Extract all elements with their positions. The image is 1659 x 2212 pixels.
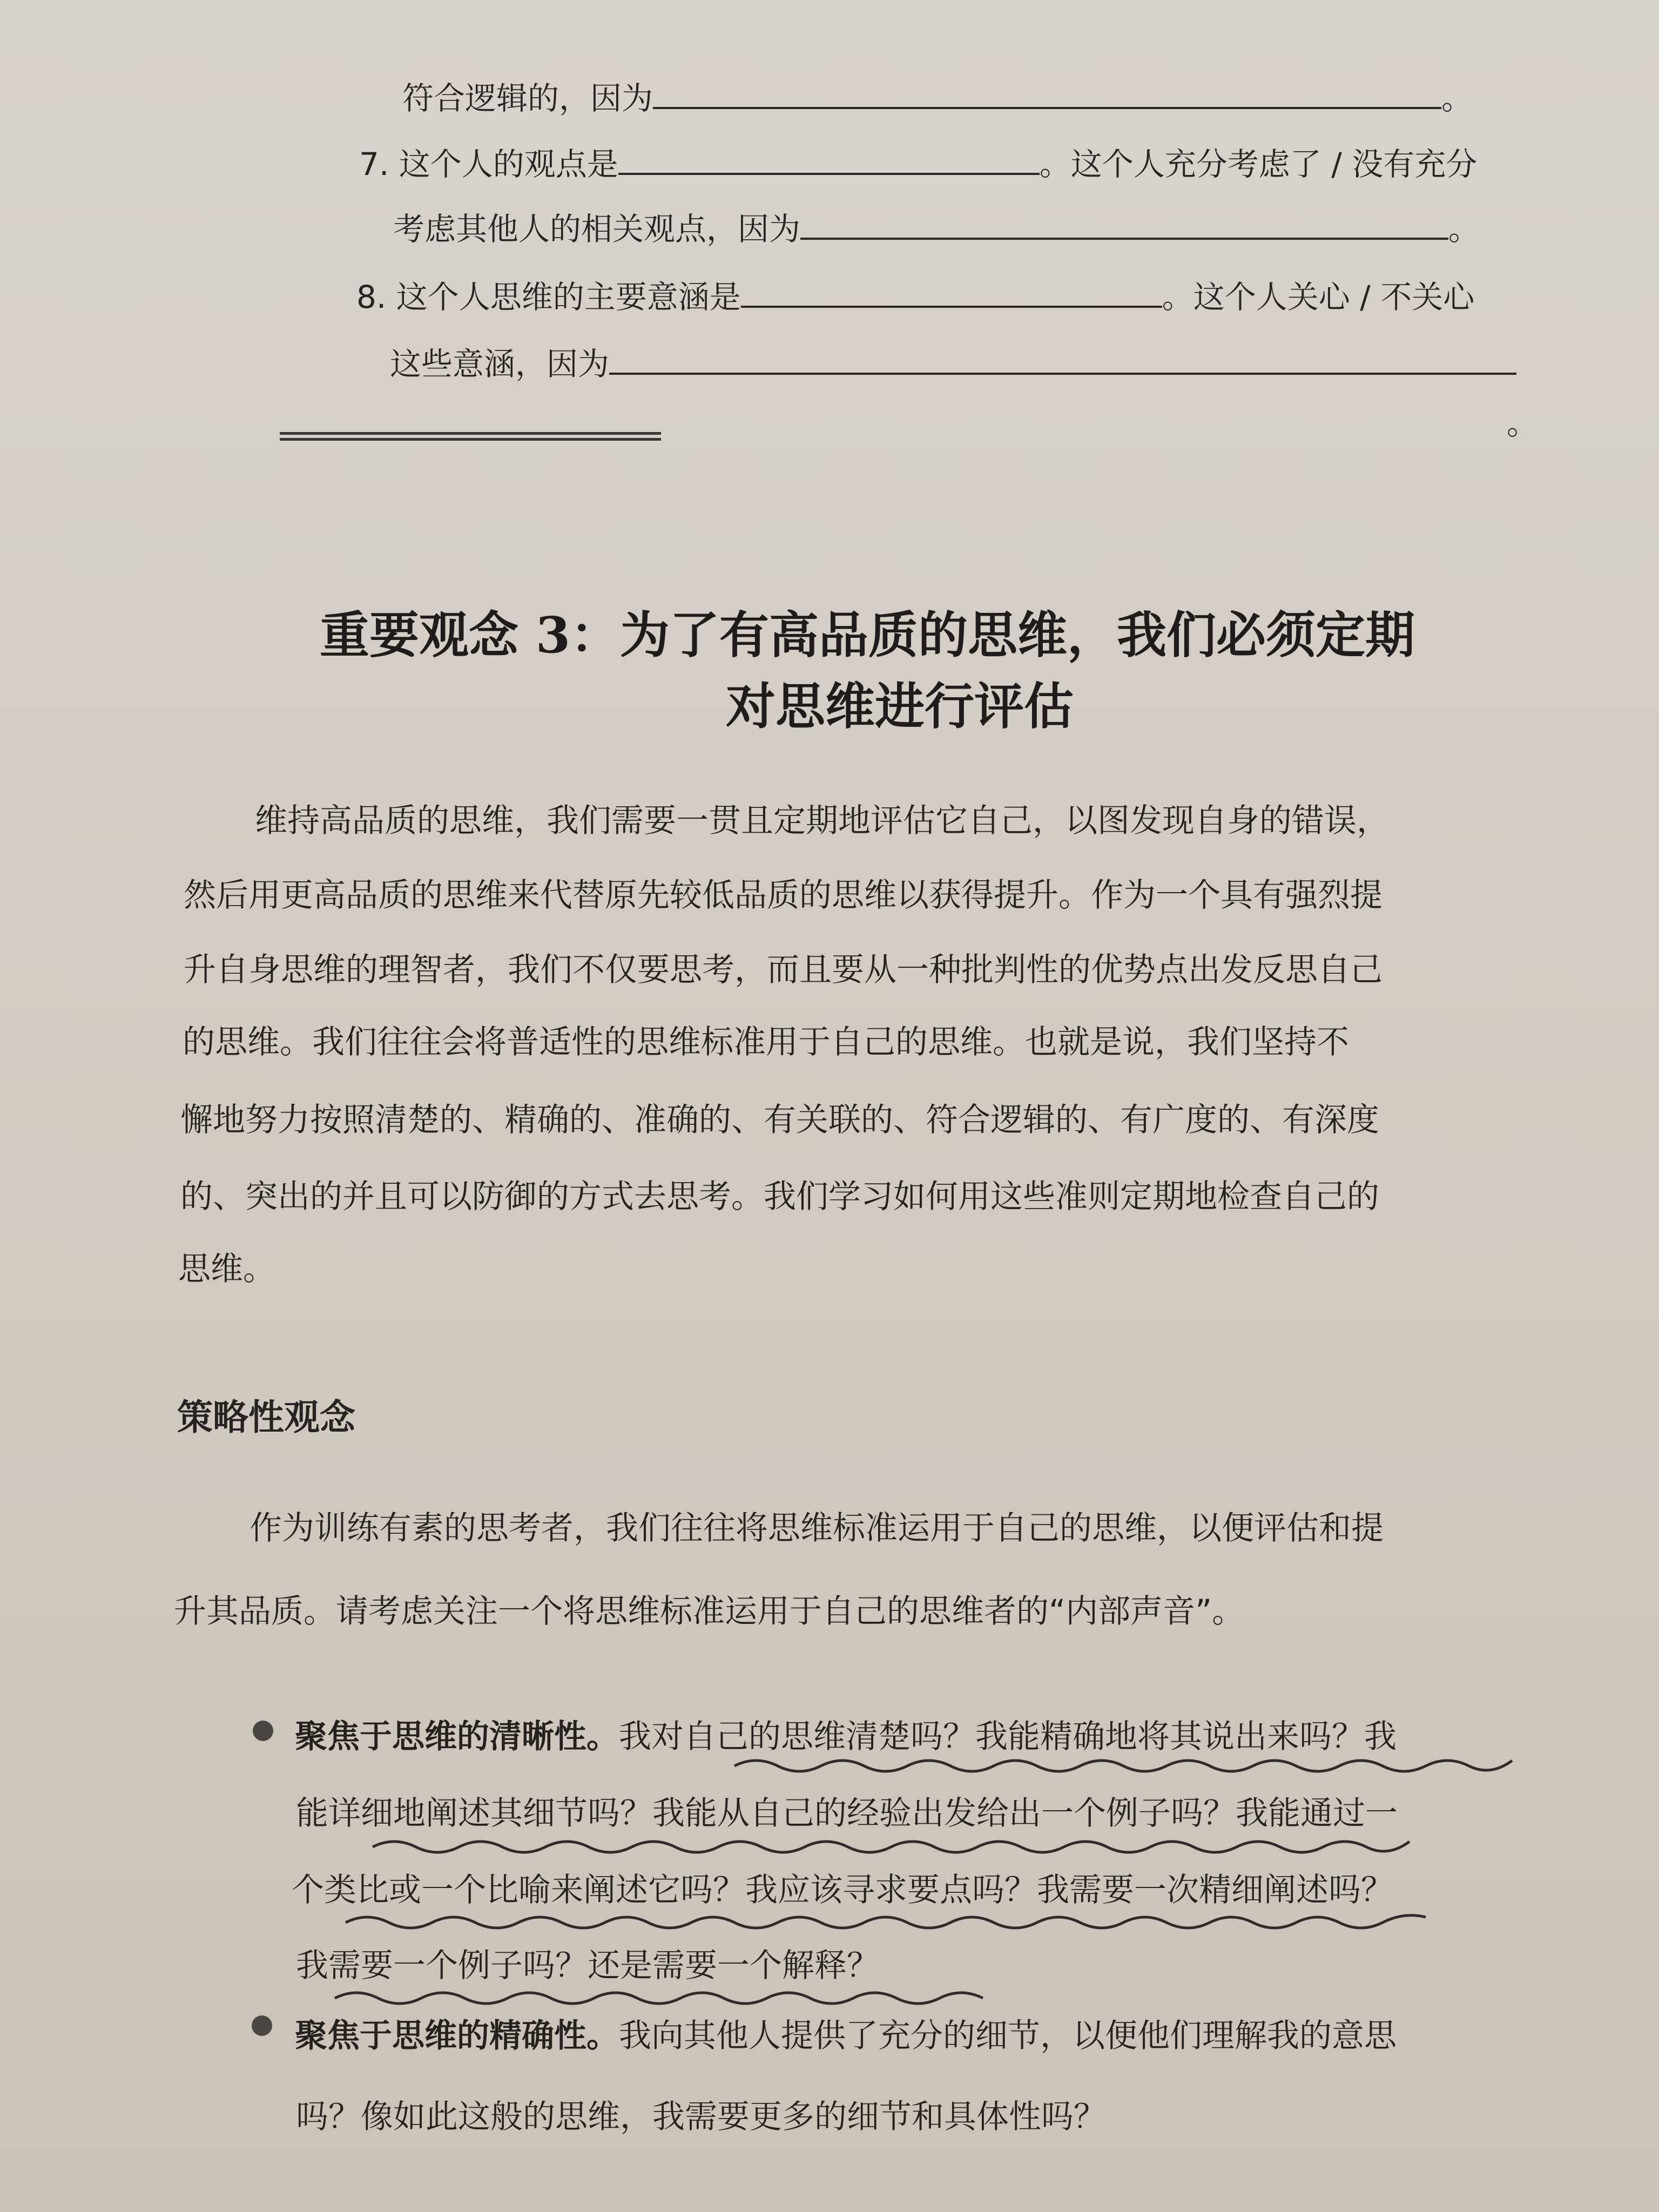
paragraph-line: 懈地努力按照清楚的、精确的、准确的、有关联的、符合逻辑的、有广度的、有深度 — [180, 1101, 1379, 1139]
bullet-2-line-1 — [295, 2014, 1397, 2058]
item7-line2 — [393, 207, 1480, 251]
intro-line: 作为训练有素的思考者，我们往往将思维标准运用于自己的思维，以便评估和提 — [249, 1509, 1384, 1547]
bullet-2-label: 聚焦于思维的精确性。 — [295, 2017, 619, 2055]
period-text: 。 — [1448, 211, 1480, 247]
bullet-2-line-2: 吗？像如此这般的思维，我需要更多的细节和具体性吗？ — [296, 2098, 1106, 2136]
bullet-1-line-4: 我需要一个例子吗？还是需要一个解释？ — [296, 1947, 879, 1985]
pen-underline-1 — [734, 1761, 1512, 1771]
answer-blank[interactable] — [609, 342, 1516, 375]
item8-end — [1507, 402, 1538, 445]
answer-blank[interactable] — [653, 77, 1441, 109]
item8-line1 — [356, 275, 1474, 319]
paragraph-line: 然后用更高品质的思维来代替原先较低品质的思维以获得提升。作为一个具有强烈提 — [184, 876, 1382, 914]
section-divider — [280, 432, 661, 441]
answer-blank[interactable] — [618, 143, 1040, 175]
bleed-through-text — [205, 486, 882, 536]
section-heading-line1: 重要观念 3：为了有高品质的思维，我们必须定期 — [320, 606, 1415, 664]
section-heading-line2: 对思维进行评估 — [726, 677, 1074, 736]
bullet-1-line-1 — [295, 1715, 1397, 1758]
item7-reason-prompt: 考虑其他人的相关观点，因为 — [393, 211, 801, 247]
item7-continuation: 。这个人充分考虑了 / 没有充分 — [1039, 146, 1478, 183]
bullet-2-text: 我向其他人提供了充分的细节，以便他们理解我的意思 — [619, 2017, 1397, 2055]
paragraph-line: 维持高品质的思维，我们需要一贯且定期地评估它自己，以图发现自身的错误， — [255, 802, 1389, 840]
item8-reason-prompt: 这些意涵，因为 — [390, 346, 610, 382]
period-text: 。 — [1507, 405, 1539, 442]
item6-tail-text: 符合逻辑的，因为 — [402, 80, 653, 117]
paragraph-line: 的思维。我们往往会将普适性的思维标准用于自己的思维。也就是说，我们坚持不 — [183, 1023, 1349, 1061]
bullet-dot — [253, 1721, 273, 1741]
pen-underline-3 — [346, 1916, 1426, 1928]
paragraph-line: 的、突出的并且可以防御的方式去思考。我们学习如何用这些准则定期地检查自己的 — [180, 1178, 1379, 1216]
period-text: 。 — [1441, 80, 1473, 117]
item8-prompt: 8. 这个人思维的主要意涵是 — [356, 279, 741, 315]
pen-underline-4 — [335, 1993, 983, 2004]
answer-blank[interactable] — [800, 207, 1448, 240]
bullet-dot — [252, 2015, 272, 2036]
item8-continuation: 。这个人关心 / 不关心 — [1162, 279, 1475, 315]
pen-underline-2 — [373, 1842, 1410, 1852]
intro-line: 升其品质。请考虑关注一个将思维标准运用于自己的思维者的“内部声音”。 — [174, 1593, 1245, 1630]
bullet-1-line-2: 能详细地阐述其细节吗？我能从自己的经验出发给出一个例子吗？我能通过一 — [296, 1795, 1398, 1832]
item6-tail — [402, 77, 1473, 120]
item7-line1 — [359, 143, 1477, 186]
bullet-1-line-3: 个类比或一个比喻来阐述它吗？我应该寻求要点吗？我需要一次精细阐述吗？ — [292, 1871, 1393, 1909]
item8-line2 — [390, 342, 1516, 386]
bullet-1-text: 我对自己的思维清楚吗？我能精确地将其说出来吗？我 — [619, 1718, 1397, 1756]
bullet-1-label: 聚焦于思维的清晰性。 — [295, 1718, 619, 1756]
answer-blank[interactable] — [741, 275, 1162, 308]
paragraph-line: 升自身思维的理智者，我们不仅要思考，而且要从一种批判性的优势点出发反思自己 — [184, 951, 1382, 989]
item7-prompt: 7. 这个人的观点是 — [359, 146, 618, 183]
subheading: 策略性观念 — [177, 1397, 355, 1438]
paragraph-line: 思维。 — [178, 1250, 275, 1288]
